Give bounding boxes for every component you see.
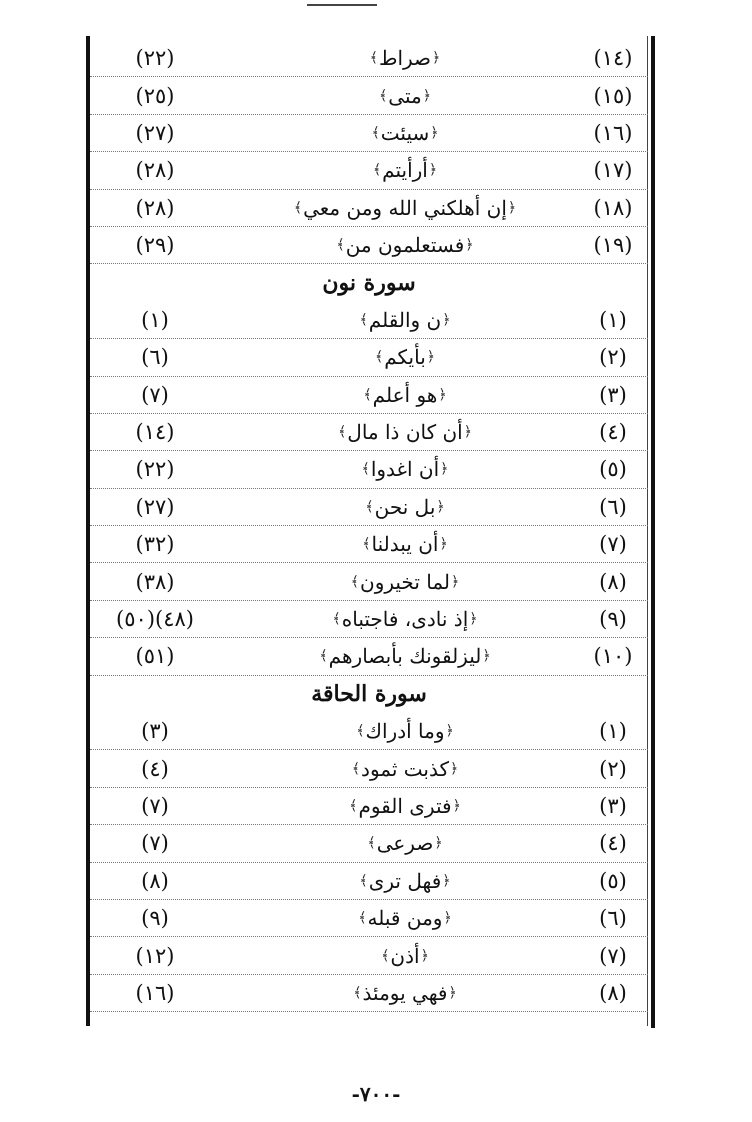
- index-table: [90, 40, 648, 1012]
- ornament-bracket-open: ﴿: [430, 124, 439, 141]
- ornament-bracket-open: ﴿: [482, 648, 491, 665]
- entry-number: (١): [599, 307, 627, 332]
- table-row: [90, 152, 648, 189]
- entry-number: (١٨): [593, 195, 633, 220]
- ornament-bracket-close: ﴾: [361, 461, 370, 478]
- quran-phrase: [240, 563, 570, 599]
- table-row: [90, 227, 648, 264]
- ayah-number: (١٦): [135, 980, 175, 1005]
- table-row: [90, 414, 648, 451]
- phrase-text: بل نحن: [374, 494, 436, 519]
- ornament-bracket-open: ﴿: [436, 498, 445, 515]
- ayah-number: (١٢): [135, 943, 175, 968]
- table-row: [90, 77, 648, 114]
- ornament-bracket-close: ﴾: [350, 573, 359, 590]
- surah-heading-row: [90, 264, 648, 301]
- quran-phrase: [240, 526, 570, 562]
- ornament-bracket-open: ﴿: [465, 237, 474, 254]
- table-row: [90, 190, 648, 227]
- table-row: [90, 788, 648, 825]
- ornament-bracket-open: ﴿: [445, 723, 454, 740]
- surah-heading-row: [90, 676, 648, 713]
- ornament-bracket-close: ﴾: [332, 611, 341, 628]
- table-row: [90, 713, 648, 750]
- ayah-number: (٢٢): [135, 457, 175, 482]
- phrase-text: وما أدراك: [365, 719, 445, 744]
- table-row: [90, 825, 648, 862]
- table-row: [90, 451, 648, 488]
- ornament-bracket-close: ﴾: [356, 723, 365, 740]
- entry-number: (٨): [599, 569, 627, 594]
- phrase-text: فهل ترى: [368, 868, 442, 893]
- ornament-bracket-close: ﴾: [353, 984, 362, 1001]
- table-row: [90, 601, 648, 638]
- phrase-text: أن اغدوا: [370, 457, 440, 482]
- quran-phrase: [240, 451, 570, 487]
- quran-phrase: [240, 601, 570, 637]
- ayah-number: (١٤): [135, 420, 175, 445]
- phrase-text: إذ نادى، فاجتباه: [341, 607, 469, 632]
- ayah-number: (٢٨): [135, 195, 175, 220]
- ornament-bracket-close: ﴾: [351, 760, 361, 777]
- ayah-number: (٦): [141, 345, 169, 370]
- entry-number: (١): [599, 719, 627, 744]
- phrase-text: ومن قبله: [367, 906, 443, 931]
- ornament-bracket-close: ﴾: [359, 311, 368, 328]
- surah-heading: سورة الحاقة: [311, 681, 427, 708]
- table-row: [90, 339, 648, 376]
- ayah-number: (٢٧): [135, 494, 175, 519]
- entry-number: (٤): [599, 831, 627, 856]
- ornament-bracket-close: ﴾: [319, 648, 328, 665]
- ornament-bracket-close: ﴾: [372, 162, 382, 179]
- table-row: [90, 937, 648, 974]
- ornament-bracket-close: ﴾: [369, 50, 378, 67]
- phrase-text: أن كان ذا مال: [347, 420, 463, 445]
- quran-phrase: [240, 414, 570, 450]
- quran-phrase: [240, 900, 570, 936]
- entry-number: (٧): [599, 943, 627, 968]
- table-row: [90, 750, 648, 787]
- phrase-text: متى: [388, 83, 422, 108]
- ornament-bracket-close: ﴾: [365, 498, 374, 515]
- quran-phrase: [240, 339, 570, 375]
- ornament-bracket-close: ﴾: [367, 835, 376, 852]
- ornament-bracket-open: ﴿: [439, 536, 448, 553]
- entry-number: (٥): [599, 868, 627, 893]
- ornament-bracket-open: ﴿: [469, 611, 478, 628]
- ayah-number: (٢٥): [135, 83, 175, 108]
- ornament-bracket-close: ﴾: [358, 910, 367, 927]
- quran-phrase: [240, 377, 570, 413]
- ornament-bracket-open: ﴿: [452, 798, 461, 814]
- quran-phrase: [240, 937, 570, 973]
- ornament-bracket-close: ﴾: [359, 872, 368, 889]
- ornament-bracket-close: ﴾: [371, 124, 380, 141]
- ornament-bracket-close: ﴾: [293, 199, 303, 216]
- ayah-number: (٢٢): [135, 46, 175, 71]
- ornament-bracket-open: ﴿: [426, 349, 435, 366]
- ornament-bracket-close: ﴾: [375, 349, 384, 366]
- phrase-text: أرأيتم: [382, 158, 428, 183]
- table-row: [90, 975, 648, 1012]
- table-row: [90, 40, 648, 77]
- phrase-text: فهي يومئذ: [362, 980, 448, 1005]
- quran-phrase: [240, 713, 570, 749]
- quran-phrase: [240, 302, 570, 338]
- quran-phrase: [240, 152, 570, 188]
- ayah-number: (٣): [141, 719, 169, 744]
- ayah-number: (٥١): [135, 644, 175, 669]
- entry-number: (٥): [599, 457, 627, 482]
- entry-number: (٦): [599, 906, 627, 931]
- entry-number: (٢): [599, 345, 627, 370]
- quran-phrase: [240, 489, 570, 525]
- quran-phrase: [240, 638, 570, 674]
- entry-number: (١٤): [593, 46, 633, 71]
- ayah-number: (٩): [141, 906, 169, 931]
- quran-phrase: [240, 40, 570, 76]
- entry-number: (٤): [599, 420, 627, 445]
- entry-number: (٦): [599, 494, 627, 519]
- ayah-number: (٣٨): [135, 569, 175, 594]
- table-row: [90, 526, 648, 563]
- ornament-bracket-open: ﴿: [449, 760, 459, 777]
- ayah-number: (٢٩): [135, 233, 175, 258]
- entry-number: (٣): [599, 382, 627, 407]
- quran-phrase: [240, 77, 570, 113]
- phrase-text: ن والقلم: [368, 307, 442, 332]
- page-number: -٧٠٠-: [351, 1082, 401, 1106]
- ayah-number: (١): [141, 307, 169, 332]
- ornament-bracket-open: ﴿: [420, 947, 429, 964]
- phrase-text: فترى القوم: [358, 794, 452, 818]
- surah-heading: سورة نون: [322, 270, 416, 297]
- quran-phrase: [240, 863, 570, 899]
- ornament-bracket-open: ﴿: [442, 311, 451, 328]
- phrase-text: كذبت ثمود: [361, 756, 449, 781]
- quran-phrase: [240, 190, 570, 226]
- ornament-bracket-open: ﴿: [422, 87, 431, 104]
- table-row: [90, 377, 648, 414]
- entry-number: (١٩): [593, 233, 633, 258]
- entry-number: (٧): [599, 532, 627, 557]
- ayah-number: (٤): [141, 756, 169, 781]
- ornament-bracket-close: ﴾: [381, 947, 390, 964]
- ayah-number: (٨): [141, 868, 169, 893]
- ayah-number: (٤٨)(٥٠): [116, 607, 194, 632]
- table-row: [90, 489, 648, 526]
- entry-number: (١٦): [593, 120, 633, 145]
- entry-number: (١٧): [593, 158, 633, 183]
- quran-phrase: [240, 227, 570, 263]
- quran-phrase: [240, 825, 570, 861]
- frame-right-border: [651, 36, 655, 1028]
- ayah-number: (٧): [141, 794, 169, 818]
- ornament-bracket-open: ﴿: [438, 386, 447, 403]
- table-row: [90, 563, 648, 600]
- phrase-text: أذن: [390, 943, 420, 968]
- table-row: [90, 302, 648, 339]
- entry-number: (٨): [599, 980, 627, 1005]
- entry-number: (٢): [599, 756, 627, 781]
- table-row: [90, 638, 648, 675]
- entry-number: (٣): [599, 794, 627, 818]
- entry-number: (١٥): [593, 83, 633, 108]
- table-row: [90, 900, 648, 937]
- phrase-text: ليزلقونك بأبصارهم: [328, 644, 482, 669]
- ayah-number: (٢٧): [135, 120, 175, 145]
- ornament-bracket-open: ﴿: [440, 461, 449, 478]
- ayah-number: (٧): [141, 382, 169, 407]
- ornament-bracket-open: ﴿: [443, 910, 452, 927]
- phrase-text: أن يبدلنا: [371, 532, 439, 557]
- ornament-bracket-open: ﴿: [448, 984, 457, 1001]
- ornament-bracket-open: ﴿: [442, 872, 451, 889]
- ornament-bracket-close: ﴾: [336, 237, 345, 254]
- ornament-bracket-open: ﴿: [434, 835, 443, 852]
- ornament-bracket-open: ﴿: [451, 573, 460, 590]
- quran-phrase: [240, 115, 570, 151]
- ornament-bracket-close: ﴾: [363, 386, 372, 403]
- quran-phrase: [240, 975, 570, 1011]
- top-rule: [307, 4, 377, 6]
- quran-phrase: [240, 750, 570, 786]
- ayah-number: (٣٢): [135, 532, 175, 557]
- phrase-text: لما تخيرون: [360, 569, 450, 594]
- ornament-bracket-close: ﴾: [379, 87, 388, 104]
- ayah-number: (٢٨): [135, 158, 175, 183]
- entry-number: (٩): [599, 607, 627, 632]
- table-row: [90, 115, 648, 152]
- phrase-text: إن أهلكني الله ومن معي: [303, 195, 507, 220]
- phrase-text: هو أعلم: [372, 382, 438, 407]
- phrase-text: صرعى: [376, 831, 434, 856]
- ornament-bracket-close: ﴾: [362, 536, 371, 553]
- phrase-text: فستعلمون من: [345, 233, 465, 258]
- ornament-bracket-open: ﴿: [463, 424, 472, 441]
- ornament-bracket-open: ﴿: [507, 199, 517, 216]
- ayah-number: (٧): [141, 831, 169, 856]
- phrase-text: بأيكم: [384, 345, 426, 370]
- phrase-text: صراط: [378, 46, 432, 71]
- quran-phrase: [240, 788, 570, 824]
- entry-number: (١٠): [593, 644, 633, 669]
- table-row: [90, 863, 648, 900]
- ornament-bracket-close: ﴾: [349, 798, 358, 814]
- ornament-bracket-open: ﴿: [432, 50, 441, 67]
- ornament-bracket-close: ﴾: [338, 424, 347, 441]
- phrase-text: سيئت: [380, 120, 430, 145]
- ornament-bracket-open: ﴿: [428, 162, 438, 179]
